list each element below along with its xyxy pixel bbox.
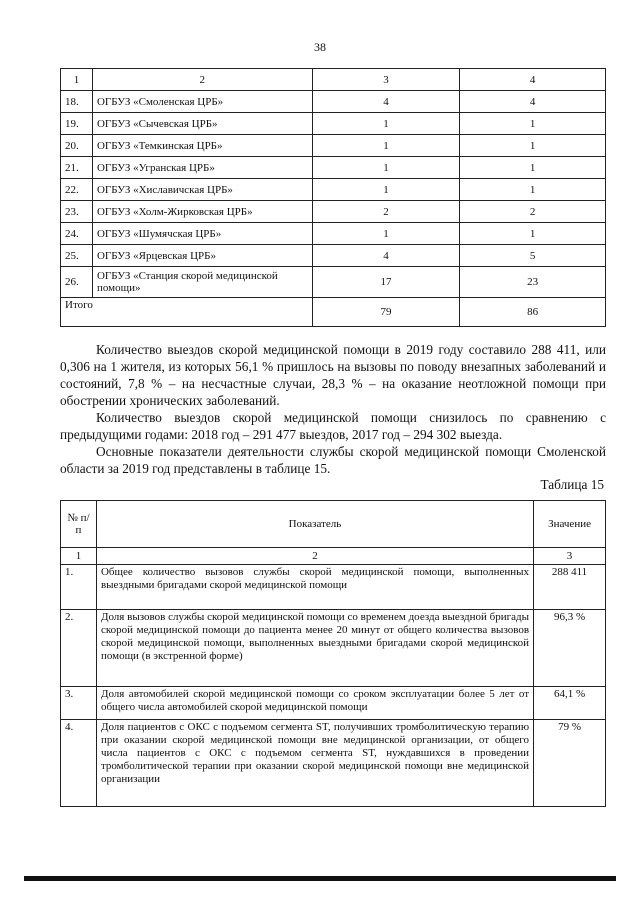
row-number: 24. [61, 223, 93, 245]
value-cell: 1 [312, 113, 460, 135]
table-header-row [61, 501, 606, 548]
value-cell: 17 [312, 267, 460, 298]
row-number: 2. [61, 610, 97, 687]
organization-name: ОГБУЗ «Шумячская ЦРБ» [92, 223, 312, 245]
value-cell: 4 [312, 91, 460, 113]
indicator-value: 79 % [534, 720, 606, 807]
table-row [61, 687, 606, 720]
page-number: 38 [314, 40, 326, 54]
value-cell: 4 [460, 91, 606, 113]
organization-name: ОГБУЗ «Смоленская ЦРБ» [92, 91, 312, 113]
row-number: 23. [61, 201, 93, 223]
value-cell: 5 [460, 245, 606, 267]
value-cell: 1 [460, 223, 606, 245]
header-cell: 4 [460, 69, 606, 91]
table-row [61, 135, 606, 157]
indicator-value: 96,3 % [534, 610, 606, 687]
table-row [61, 201, 606, 223]
column-number: 3 [534, 548, 606, 565]
indicator-value: 288 411 [534, 565, 606, 610]
row-number: 19. [61, 113, 93, 135]
value-cell: 2 [460, 201, 606, 223]
header-cell: 1 [61, 69, 93, 91]
row-number: 18. [61, 91, 93, 113]
table-header-row [61, 69, 606, 91]
table-row [61, 157, 606, 179]
column-number: 1 [61, 548, 97, 565]
organization-name: ОГБУЗ «Хиславичская ЦРБ» [92, 179, 312, 201]
row-number: 3. [61, 687, 97, 720]
total-value: 79 [312, 298, 460, 327]
table-row [61, 113, 606, 135]
row-number: 22. [61, 179, 93, 201]
value-cell: 4 [312, 245, 460, 267]
table-row [61, 223, 606, 245]
organization-name: ОГБУЗ «Ярцевская ЦРБ» [92, 245, 312, 267]
indicators-table [60, 500, 606, 807]
indicator-text: Доля автомобилей скорой медицинской помощи со сроком эксплуатации более 5 лет от общего числа автомобилей скорой медицинской помощи [96, 687, 533, 720]
table-row [61, 267, 606, 298]
paragraph-calls-2019: Количество выездов скорой медицинской помощи в 2019 году составило 288 411, или 0,306 на 1 жителя, из которых 56,1 % пришлось на вызовы по поводу внезапных заболеваний и состояний, 7,8 % – на несчастные случаи, 28,3 % – на оказание неотложной помощи при обострении хронических заболеваний. [60, 342, 606, 408]
paragraph-table-reference: Основные показатели деятельности службы скорой медицинской помощи Смоленской области за 2019 год представлены в таблице 15. [60, 444, 606, 476]
row-number: 1. [61, 565, 97, 610]
table-row [61, 565, 606, 610]
header-value: Значение [534, 501, 606, 548]
table-row [61, 610, 606, 687]
total-label: Итого [61, 298, 313, 327]
indicator-text: Доля пациентов с ОКС с подъемом сегмента ST, получивших тромболитическую терапию при оказании скорой медицинской помощи вне медицинской организации, от общего числа пациентов с ОКС с подъемом сегмента ST, нуждавшихся в проведении тромболитической терапии при оказании скорой медицинской помощи вне медицинской организации [96, 720, 533, 807]
value-cell: 2 [312, 201, 460, 223]
row-number: 20. [61, 135, 93, 157]
paragraph-comparison: Количество выездов скорой медицинской помощи снизилось по сравнению с предыдущими годами: 2018 год – 291 477 выездов, 2017 год – 294 302 выезда. [60, 410, 606, 442]
row-number: 25. [61, 245, 93, 267]
organization-name: ОГБУЗ «Холм-Жирковская ЦРБ» [92, 201, 312, 223]
value-cell: 1 [312, 179, 460, 201]
organization-name: ОГБУЗ «Угранская ЦРБ» [92, 157, 312, 179]
bottom-divider [24, 876, 616, 881]
total-row [61, 298, 606, 327]
header-cell: 2 [92, 69, 312, 91]
header-cell: 3 [312, 69, 460, 91]
indicator-text: Доля вызовов службы скорой медицинской помощи со временем доезда выездной бригады скорой медицинской помощи до пациента менее 20 минут от общего количества вызовов скорой медицинской помощи, выполненных выездными бригадами скорой медицинской помощи (в экстренной форме) [96, 610, 533, 687]
value-cell: 1 [460, 179, 606, 201]
value-cell: 1 [460, 157, 606, 179]
value-cell: 1 [460, 135, 606, 157]
value-cell: 1 [460, 113, 606, 135]
value-cell: 23 [460, 267, 606, 298]
hospital-calls-table [60, 68, 606, 327]
row-number: 21. [61, 157, 93, 179]
value-cell: 1 [312, 135, 460, 157]
header-num: № п/п [61, 501, 97, 548]
table-row [61, 720, 606, 807]
total-value: 86 [460, 298, 606, 327]
organization-name: ОГБУЗ «Станция скорой медицинской помощи» [92, 267, 312, 298]
organization-name: ОГБУЗ «Сычевская ЦРБ» [92, 113, 312, 135]
table-row [61, 91, 606, 113]
table-row [61, 179, 606, 201]
indicator-text: Общее количество вызовов службы скорой медицинской помощи, выполненных выездными бригадами скорой медицинской помощи [96, 565, 533, 610]
row-number: 4. [61, 720, 97, 807]
column-number-row [61, 548, 606, 565]
indicator-value: 64,1 % [534, 687, 606, 720]
organization-name: ОГБУЗ «Темкинская ЦРБ» [92, 135, 312, 157]
value-cell: 1 [312, 223, 460, 245]
table-caption: Таблица 15 [540, 477, 604, 492]
row-number: 26. [61, 267, 93, 298]
table-row [61, 245, 606, 267]
header-indicator: Показатель [96, 501, 533, 548]
column-number: 2 [96, 548, 533, 565]
value-cell: 1 [312, 157, 460, 179]
